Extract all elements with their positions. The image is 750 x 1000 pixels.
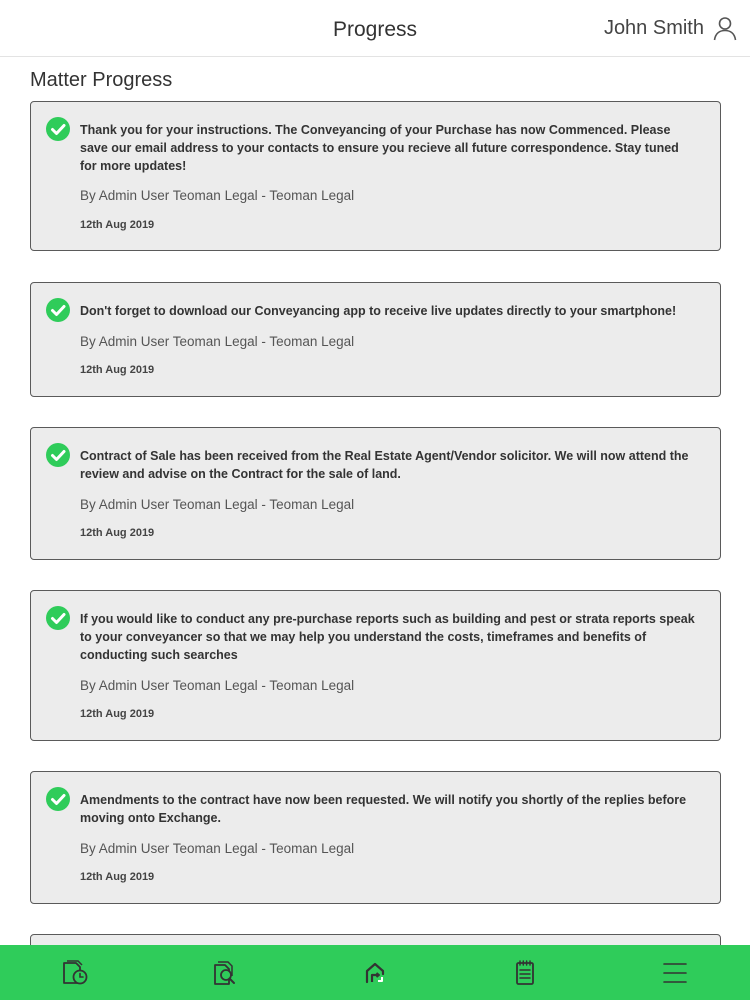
section-title: Matter Progress <box>30 69 173 91</box>
update-date: 12th Aug 2019 <box>80 708 155 720</box>
update-date: 12th Aug 2019 <box>80 527 155 539</box>
update-author: By Admin User Teoman Legal - Teoman Legal <box>80 678 355 693</box>
nav-notes[interactable] <box>450 945 600 1000</box>
progress-update-card[interactable] <box>30 427 721 560</box>
check-circle-icon <box>45 442 71 468</box>
bottom-navigation <box>0 945 750 1000</box>
document-search-icon <box>210 958 240 988</box>
top-bar <box>0 0 750 57</box>
check-circle-icon <box>45 786 71 812</box>
check-circle-icon <box>45 116 71 142</box>
progress-update-card[interactable] <box>30 101 721 251</box>
update-author: By Admin User Teoman Legal - Teoman Legal <box>80 497 355 512</box>
update-date: 12th Aug 2019 <box>80 364 155 376</box>
notepad-icon <box>510 958 540 988</box>
user-name: John Smith <box>603 16 704 39</box>
check-circle-icon <box>45 297 71 323</box>
menu-icon <box>660 958 690 988</box>
user-icon <box>712 15 738 41</box>
update-author: By Admin User Teoman Legal - Teoman Legal <box>80 334 355 349</box>
progress-update-card[interactable] <box>30 282 721 397</box>
update-author: By Admin User Teoman Legal - Teoman Legal <box>80 188 355 203</box>
update-message: If you would like to conduct any pre-purchase reports such as building and pest or strata reports speak to your conveyancer so that we may help you understand the costs, timeframes and benefits of conducting such searches <box>80 612 695 662</box>
update-message: Thank you for your instructions. The Conveyancing of your Purchase has now Commenced. Please save our email address to your contacts to ensure you recieve all future correspondence. Stay tuned for more updates! <box>80 123 679 173</box>
update-author: By Admin User Teoman Legal - Teoman Legal <box>80 841 355 856</box>
user-profile-button[interactable] <box>604 13 738 43</box>
house-arrow-icon <box>360 958 390 988</box>
check-circle-icon <box>45 605 71 631</box>
update-date: 12th Aug 2019 <box>80 871 155 883</box>
nav-progress[interactable] <box>300 945 450 1000</box>
update-message: Contract of Sale has been received from the Real Estate Agent/Vendor solicitor. We will now attend the review and advise on the Contract for the sale of land. <box>80 449 689 481</box>
update-message: Don't forget to download our Conveyancing app to receive live updates directly to your smartphone! <box>80 304 677 318</box>
document-clock-icon <box>60 958 90 988</box>
nav-matter-timeline[interactable] <box>0 945 150 1000</box>
update-message: Amendments to the contract have now been requested. We will notify you shortly of the replies before moving onto Exchange. <box>80 793 687 825</box>
progress-update-card[interactable] <box>30 771 721 904</box>
progress-update-card[interactable] <box>30 590 721 741</box>
nav-documents-search[interactable] <box>150 945 300 1000</box>
nav-menu[interactable] <box>600 945 750 1000</box>
update-date: 12th Aug 2019 <box>80 219 155 231</box>
page-title: Progress <box>332 18 418 41</box>
